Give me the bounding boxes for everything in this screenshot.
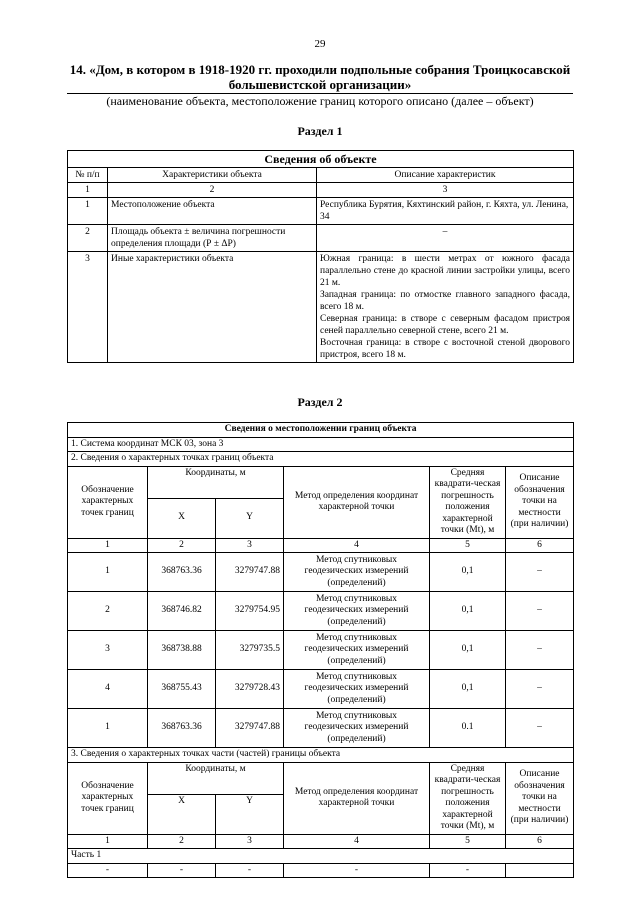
north-boundary-text: Северная граница: в створе с северным фасадом пристроя сеней параллельно северной стене, всего 21 м. — [320, 314, 570, 336]
point-id: 2 — [68, 592, 148, 631]
parts-header-error: Средняя квадрати-ческая погрешность положения характерной точки (Мt), м — [430, 762, 506, 834]
point-desc: – — [506, 553, 574, 592]
point-desc: – — [506, 631, 574, 670]
row-number: 2 — [68, 225, 108, 252]
part-point-y: - — [216, 863, 284, 878]
parts-header-desc: Описание обозначения точки на местности (при наличии) — [506, 762, 574, 834]
header-point-desc: Описание обозначения точки на местности (при наличии) — [506, 466, 574, 538]
header-description: Описание характеристик — [317, 168, 574, 183]
header-point: Обозначение характерных точек границ — [68, 466, 148, 538]
header-y: Y — [216, 498, 284, 538]
table-row — [68, 592, 574, 631]
point-y: 3279747.88 — [216, 553, 284, 592]
point-method: Метод спутниковых геодезических измерений (определений) — [284, 553, 430, 592]
col-number-2: 2 — [148, 538, 216, 553]
row-description — [317, 252, 574, 363]
point-method: Метод спутниковых геодезических измерений (определений) — [284, 670, 430, 709]
table-row — [68, 631, 574, 670]
point-id: 4 — [68, 670, 148, 709]
table-row — [68, 670, 574, 709]
header-characteristics: Характеристики объекта — [108, 168, 317, 183]
point-desc: – — [506, 670, 574, 709]
part-point-id: - — [68, 863, 148, 878]
point-error: 0.1 — [430, 709, 506, 748]
part-point-method: - — [284, 863, 430, 878]
point-error: 0,1 — [430, 670, 506, 709]
col-number-5: 5 — [430, 538, 506, 553]
section2-heading: Раздел 2 — [297, 395, 343, 409]
col-number-2: 2 — [108, 183, 317, 198]
boundary-location-table — [67, 422, 574, 878]
part-label: Часть 1 — [68, 849, 574, 864]
point-desc: – — [506, 709, 574, 748]
header-error: Средняя квадрати-ческая погрешность положения характерной точки (Мt), м — [430, 466, 506, 538]
header-method: Метод определения координат характерной точки — [284, 466, 430, 538]
header-number: № п/п — [68, 168, 108, 183]
point-x: 368755.43 — [148, 670, 216, 709]
document-subtitle: (наименование объекта, местоположение границ которого описано (далее – объект) — [106, 94, 534, 108]
object-info-caption: Сведения об объекте — [68, 151, 574, 168]
parts-header-point: Обозначение характерных точек границ — [68, 762, 148, 834]
point-error: 0,1 — [430, 553, 506, 592]
point-method: Метод спутниковых геодезических измерений (определений) — [284, 631, 430, 670]
parts-header-method: Метод определения координат характерной точки — [284, 762, 430, 834]
point-x: 368763.36 — [148, 553, 216, 592]
col-number-1: 1 — [68, 538, 148, 553]
points-title: 2. Сведения о характерных точках границ объекта — [68, 452, 574, 467]
document-title: 14. «Дом, в котором в 1918-1920 гг. проходили подпольные собрания Троицкосавской большевистской организации» — [69, 62, 571, 92]
row-description: – — [317, 225, 574, 252]
row-characteristic: Иные характеристики объекта — [108, 252, 317, 363]
point-id: 1 — [68, 553, 148, 592]
parts-header-x: X — [148, 794, 216, 834]
header-x: X — [148, 498, 216, 538]
point-x: 368763.36 — [148, 709, 216, 748]
parts-header-y: Y — [216, 794, 284, 834]
parts-col-number-4: 4 — [284, 834, 430, 849]
point-method: Метод спутниковых геодезических измерений (определений) — [284, 592, 430, 631]
parts-col-number-1: 1 — [68, 834, 148, 849]
row-description: Республика Бурятия, Кяхтинский район, г. Кяхта, ул. Ленина, 34 — [317, 198, 574, 225]
point-error: 0,1 — [430, 631, 506, 670]
parts-col-number-3: 3 — [216, 834, 284, 849]
parts-title: 3. Сведения о характерных точках части (частей) границы объекта — [68, 748, 574, 763]
part-point-x: - — [148, 863, 216, 878]
parts-col-number-2: 2 — [148, 834, 216, 849]
table-row — [68, 709, 574, 748]
col-number-1: 1 — [68, 183, 108, 198]
object-info-table — [67, 150, 574, 363]
col-number-4: 4 — [284, 538, 430, 553]
parts-col-number-5: 5 — [430, 834, 506, 849]
boundary-caption: Сведения о местоположении границ объекта — [68, 423, 574, 438]
table-row — [68, 198, 574, 225]
table-row — [68, 225, 574, 252]
table-row — [68, 553, 574, 592]
east-boundary-text: Восточная граница: в створе с восточной стеной дворового пристроя, всего 18 м. — [320, 338, 570, 360]
south-boundary-text: Южная граница: в шести метрах от южного фасада параллельно стене до красной линии застройки улицы, всего 21 м. — [320, 254, 570, 288]
row-number: 3 — [68, 252, 108, 363]
point-y: 3279735.5 — [216, 631, 284, 670]
point-id: 1 — [68, 709, 148, 748]
table-row — [68, 863, 574, 878]
point-error: 0,1 — [430, 592, 506, 631]
point-x: 368746.82 — [148, 592, 216, 631]
west-boundary-text: Западная граница: по отмостке главного западного фасада, всего 18 м. — [320, 290, 570, 312]
col-number-3: 3 — [317, 183, 574, 198]
col-number-3: 3 — [216, 538, 284, 553]
coord-system: 1. Система координат МСК 03, зона 3 — [68, 437, 574, 452]
point-method: Метод спутниковых геодезических измерений (определений) — [284, 709, 430, 748]
parts-header-coords: Координаты, м — [148, 762, 284, 794]
point-y: 3279728.43 — [216, 670, 284, 709]
section1-heading: Раздел 1 — [297, 124, 343, 138]
row-characteristic: Местоположение объекта — [108, 198, 317, 225]
part-point-error: - — [430, 863, 506, 878]
page-number: 29 — [314, 38, 326, 50]
point-x: 368738.88 — [148, 631, 216, 670]
point-y: 3279747.88 — [216, 709, 284, 748]
header-coords: Координаты, м — [148, 466, 284, 498]
table-row — [68, 252, 574, 363]
col-number-6: 6 — [506, 538, 574, 553]
point-desc: – — [506, 592, 574, 631]
point-y: 3279754.95 — [216, 592, 284, 631]
point-id: 3 — [68, 631, 148, 670]
parts-col-number-6: 6 — [506, 834, 574, 849]
part-point-desc — [506, 863, 574, 878]
row-number: 1 — [68, 198, 108, 225]
row-characteristic: Площадь объекта ± величина погрешности определения площади (Р ± ΔР) — [108, 225, 317, 252]
